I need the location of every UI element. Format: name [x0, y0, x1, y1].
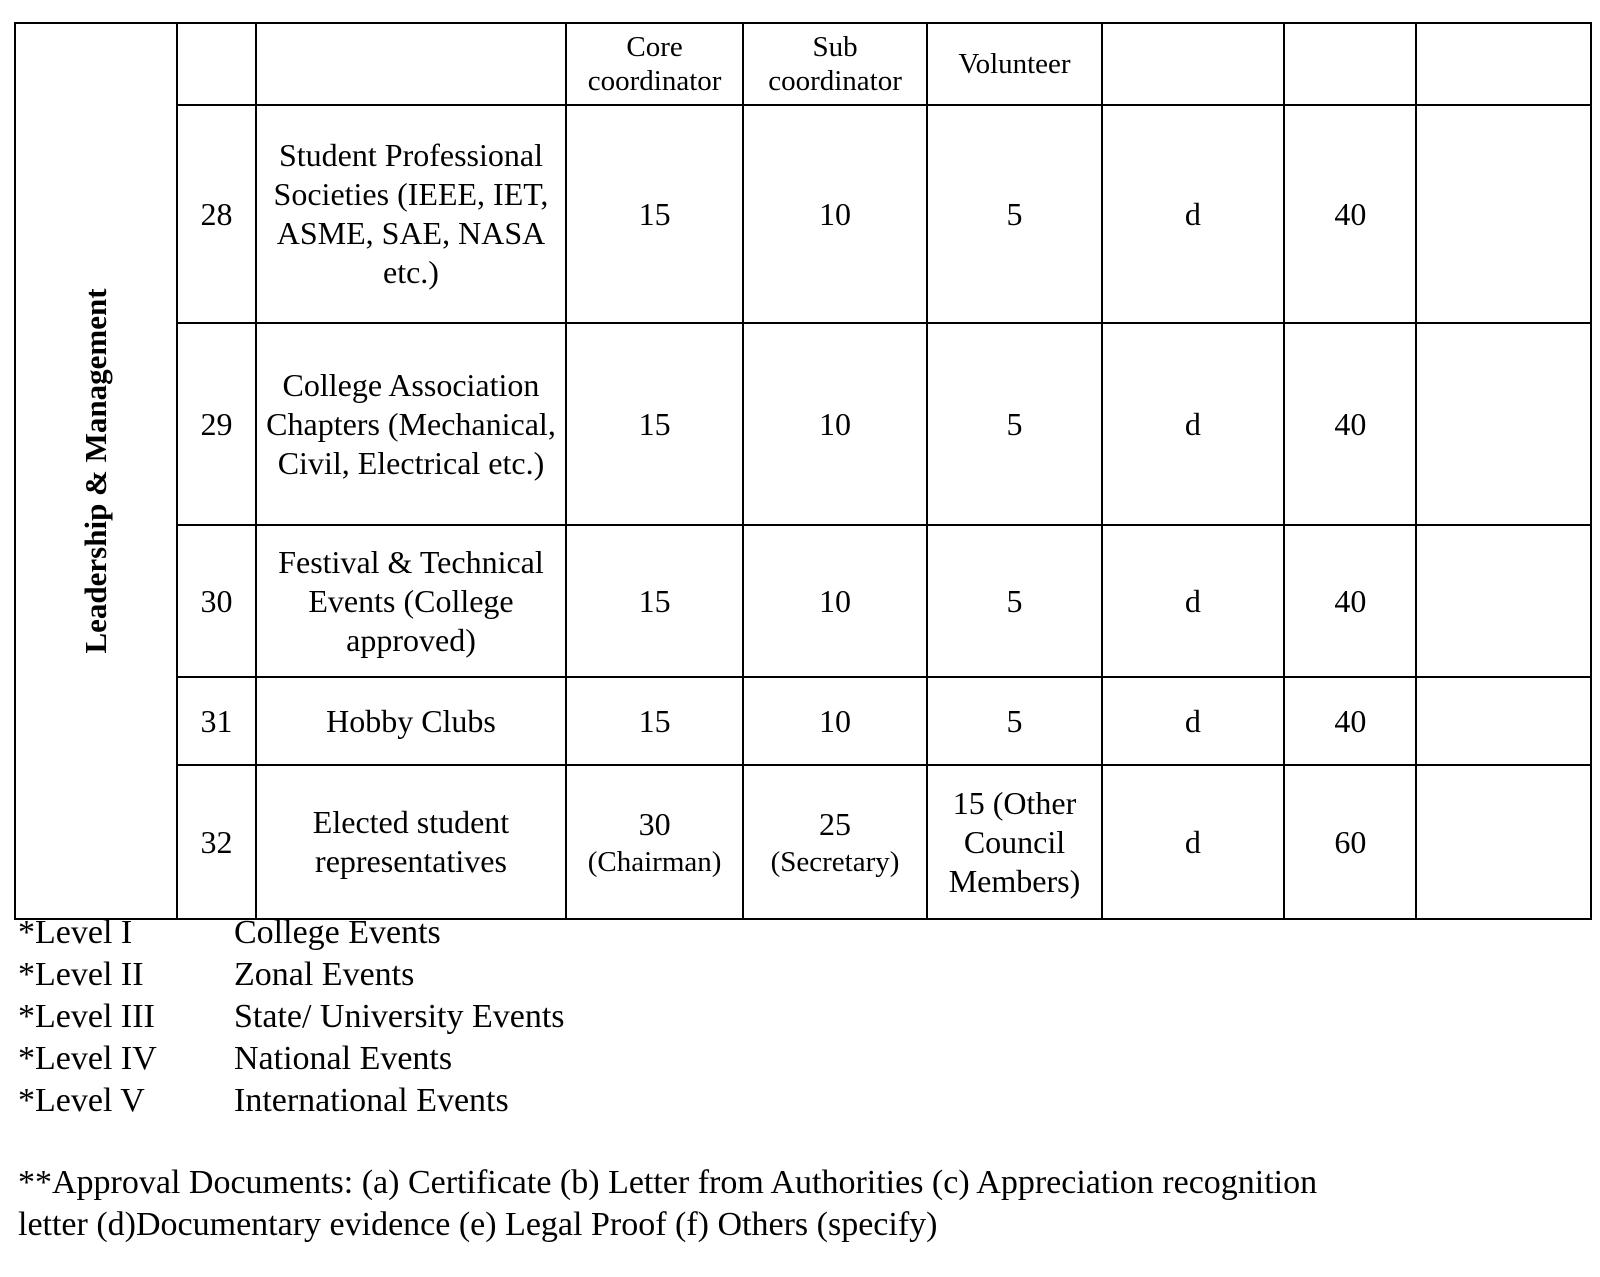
header-activity: [256, 23, 567, 105]
legend-description: State/ University Events: [234, 998, 565, 1035]
core-points: 15: [566, 525, 742, 677]
sub-points: 10: [743, 525, 927, 677]
remarks-cell: [1416, 105, 1591, 323]
level-document: d: [1102, 765, 1284, 919]
remarks-cell: [1416, 525, 1591, 677]
legend-level: *Level II: [18, 956, 144, 993]
header-level: [1102, 23, 1284, 105]
row-number: 32: [177, 765, 255, 919]
activity-points-table: [14, 22, 1592, 920]
row-number: 31: [177, 677, 255, 765]
header-max: [1284, 23, 1416, 105]
remarks-cell: [1416, 677, 1591, 765]
table-row: [15, 323, 1591, 525]
activity-name: Festival & Technical Events (College approved): [256, 525, 567, 677]
activity-name: Elected student representatives: [256, 765, 567, 919]
activity-name: Student Professional Societies (IEEE, IET, ASME, SAE, NASA etc.): [256, 105, 567, 323]
header-sub-coordinator: Sub coordinator: [743, 23, 927, 105]
legend-description: International Events: [234, 1082, 509, 1119]
legend-item: [18, 954, 565, 996]
header-row: [15, 23, 1591, 105]
legend-item: [18, 996, 565, 1038]
row-number: 30: [177, 525, 255, 677]
table-row: [15, 765, 1591, 919]
activity-name: College Association Chapters (Mechanical, Civil, Electrical etc.): [256, 323, 567, 525]
max-points: 40: [1284, 323, 1416, 525]
sub-points: 25: [819, 805, 852, 842]
volunteer-points: 5: [927, 323, 1101, 525]
category-cell: [15, 23, 177, 919]
volunteer-points: 15 (Other Council Members): [927, 765, 1101, 919]
legend-description: College Events: [234, 914, 441, 951]
remarks-cell: [1416, 323, 1591, 525]
legend-level: *Level V: [18, 1082, 145, 1119]
level-document: d: [1102, 677, 1284, 765]
legend-item: [18, 912, 565, 954]
core-points: 15: [566, 323, 742, 525]
header-volunteer: Volunteer: [927, 23, 1101, 105]
category-label: Leadership & Management: [78, 288, 114, 654]
max-points: 40: [1284, 105, 1416, 323]
core-role-note: (Chairman): [587, 845, 722, 878]
core-points: 15: [566, 105, 742, 323]
table-row: [15, 105, 1591, 323]
core-points-cell: [566, 765, 742, 919]
volunteer-points: 5: [927, 105, 1101, 323]
level-legend: [18, 912, 565, 1122]
legend-item: [18, 1080, 565, 1122]
sub-role-note: (Secretary): [770, 845, 900, 878]
level-document: d: [1102, 105, 1284, 323]
volunteer-points: 5: [927, 525, 1101, 677]
activity-name: Hobby Clubs: [256, 677, 567, 765]
max-points: 60: [1284, 765, 1416, 919]
sub-points: 10: [743, 677, 927, 765]
core-points: 15: [566, 677, 742, 765]
max-points: 40: [1284, 525, 1416, 677]
table-row: [15, 525, 1591, 677]
remarks-cell: [1416, 765, 1591, 919]
level-document: d: [1102, 323, 1284, 525]
legend-description: National Events: [234, 1040, 453, 1077]
sub-points: 10: [743, 323, 927, 525]
approval-documents-note: **Approval Documents: (a) Certificate (b) Letter from Authorities (c) Appreciation recognition letter (d)Documentary evidence (e) Legal Proof (f) Others (specify): [18, 1164, 1318, 1243]
legend-level: *Level IV: [18, 1040, 157, 1077]
legend-level: *Level III: [18, 998, 155, 1035]
header-core-coordinator: Core coordinator: [566, 23, 742, 105]
row-number: 28: [177, 105, 255, 323]
table-row: [15, 677, 1591, 765]
level-document: d: [1102, 525, 1284, 677]
legend-level: *Level I: [18, 914, 133, 951]
sub-points: 10: [743, 105, 927, 323]
core-points: 30: [638, 805, 671, 842]
header-remarks: [1416, 23, 1591, 105]
header-no: [177, 23, 255, 105]
legend-item: [18, 1038, 565, 1080]
volunteer-points: 5: [927, 677, 1101, 765]
row-number: 29: [177, 323, 255, 525]
sub-points-cell: [743, 765, 927, 919]
legend-description: Zonal Events: [234, 956, 415, 993]
max-points: 40: [1284, 677, 1416, 765]
